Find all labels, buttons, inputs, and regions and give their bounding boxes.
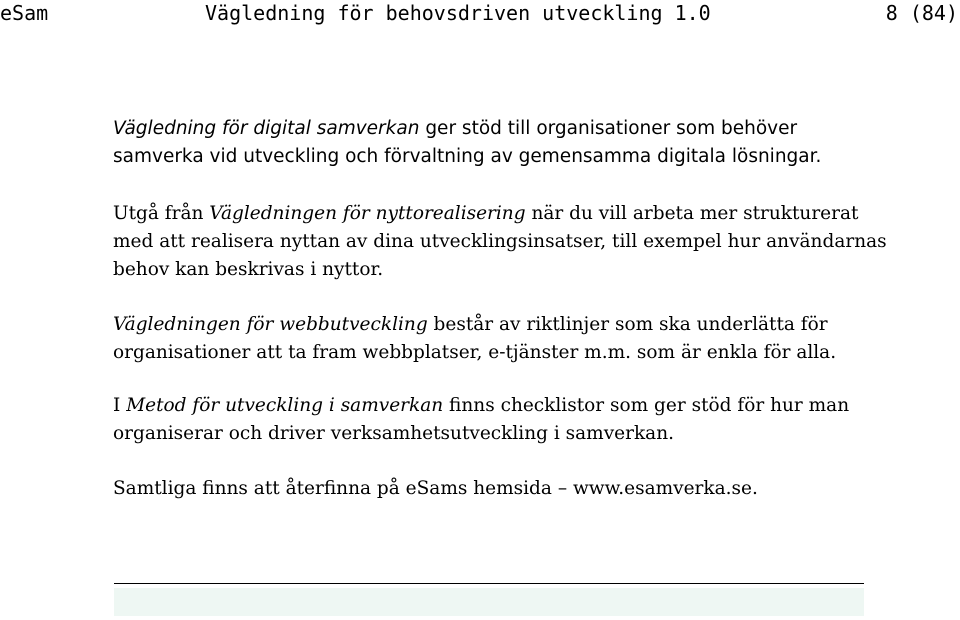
paragraph-website: Samtliga finns att återfinna på eSams hemsida – www.esamverka.se. — [113, 478, 758, 499]
paragraph-nyttorealisering — [113, 200, 893, 284]
intro-text: ger stöd till organisationer som behöver samverka vid utveckling och förvaltning av gemensamma digitala lösningar. — [113, 118, 822, 167]
guide-title-nyttorealisering: Vägledningen för nyttorealisering — [209, 203, 526, 224]
paragraph-text: består av riktlinjer som ska underlätta för organisationer att ta fram webbplatser, e-tjänster m.m. som är enkla för alla. — [113, 314, 837, 363]
page-header — [0, 0, 960, 28]
header-org: eSam — [0, 1, 49, 25]
intro-guide-title: Vägledning för digital samverkan — [113, 118, 420, 139]
header-page-number: 8 (84) — [885, 1, 958, 25]
footer-rule — [114, 583, 864, 584]
guide-title-metod: Metod för utveckling i samverkan — [126, 395, 444, 416]
header-document-title: Vägledning för behovsdriven utveckling 1.0 — [205, 1, 711, 25]
guide-title-webbutveckling: Vägledningen för webbutveckling — [113, 314, 428, 335]
paragraph-text: när du vill arbeta mer strukturerat med att realisera nyttan av dina utvecklingsinsatser, till exempel hur användarnas behov kan beskrivas i nyttor. — [113, 203, 887, 280]
intro-paragraph — [113, 115, 893, 171]
paragraph-text: Utgå från — [113, 203, 210, 224]
footer-band — [114, 588, 864, 616]
paragraph-text: finns checklistor som ger stöd för hur man organiserar och driver verksamhetsutveckling i samverkan. — [113, 395, 850, 444]
paragraph-metod — [113, 392, 893, 448]
document-body — [113, 115, 893, 530]
paragraph-webbutveckling — [113, 311, 893, 367]
paragraph-text: I — [113, 395, 127, 416]
